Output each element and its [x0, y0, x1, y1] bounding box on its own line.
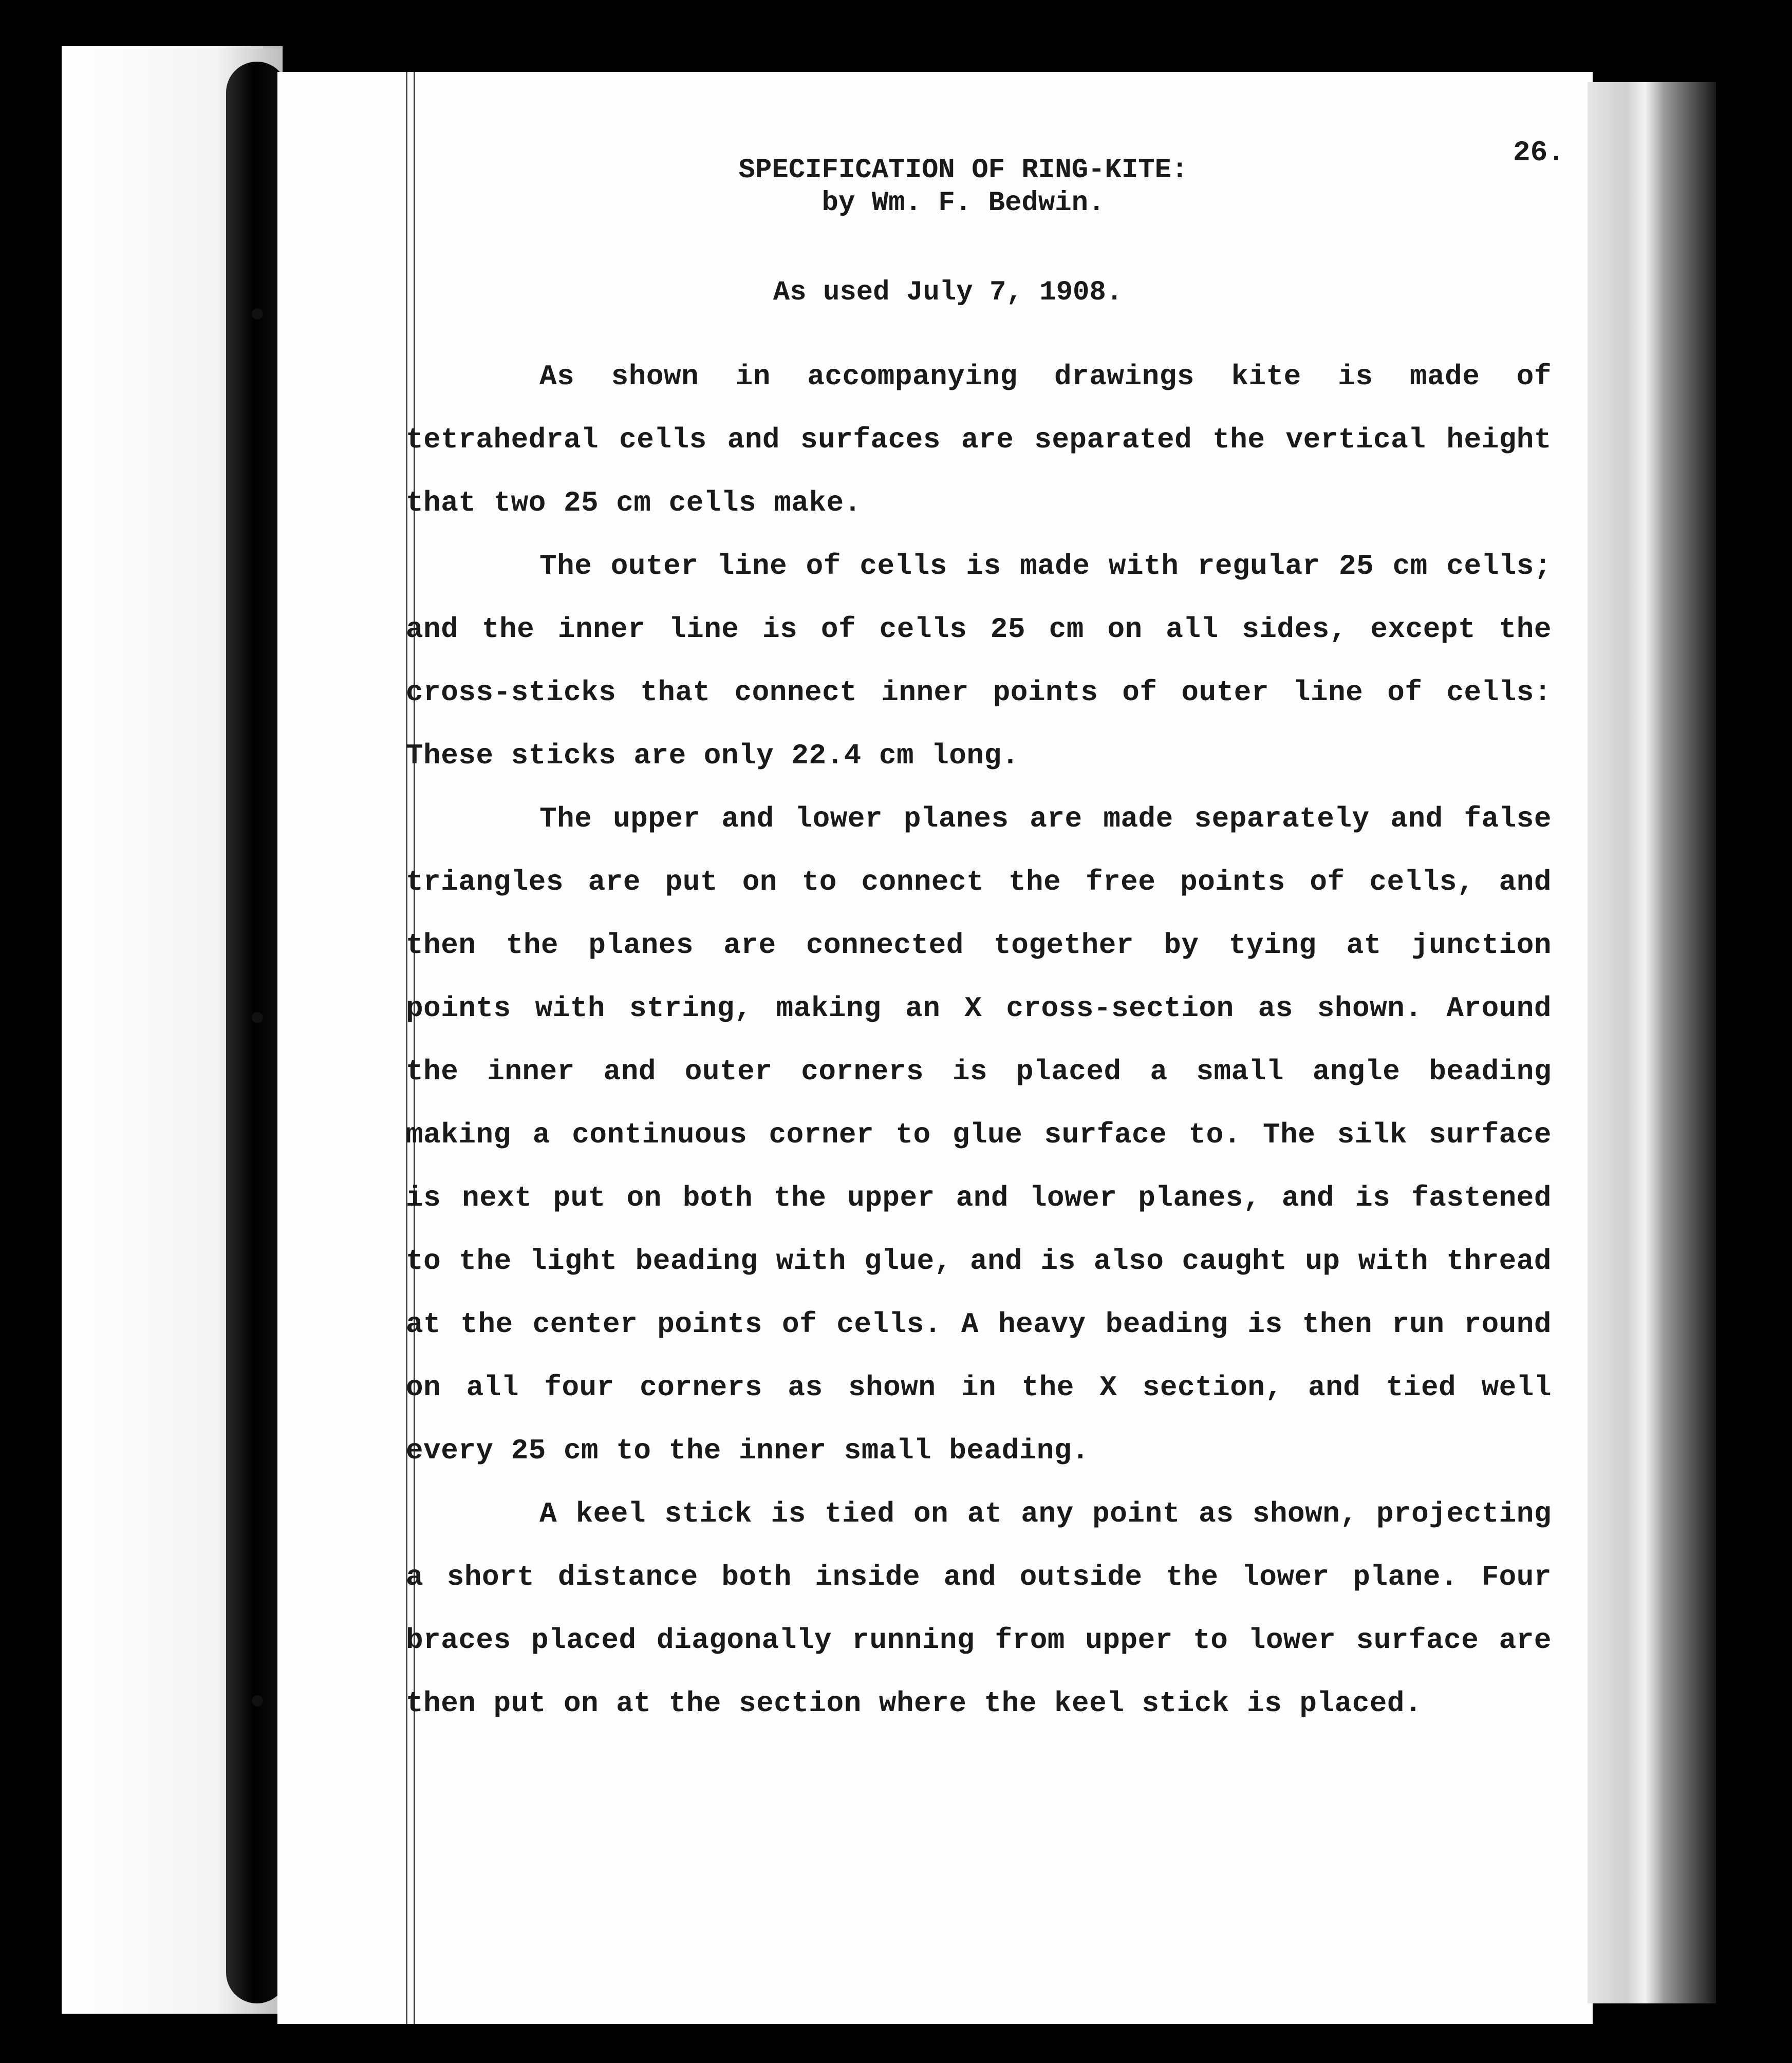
paragraph: The outer line of cells is made with regular 25 cm cells; and the inner line is of cells 25 cm on all sides, except the cross-sticks that connect inner points of outer line of cells: These sticks are only 22.4 cm long.	[406, 550, 1552, 772]
paragraph: A keel stick is tied on at any point as shown, projecting a short distance both inside and outside the lower plane. Four braces placed diagonally running from upper to lower surface are then put on at the section where the keel stick is placed.	[406, 1497, 1552, 1720]
page-number: 26.	[1513, 136, 1565, 169]
paragraph: The upper and lower planes are made separately and false triangles are put on to connect the free points of cells, and then the planes are connected together by tying at junction points with string, making an X cross-section as shown. Around the inner and outer corners is placed a small angle beading making a continuous corner to glue surface to. The silk surface is next put on both the upper and lower planes, and is fastened to the light beading with glue, and is also caught up with thread at the center points of cells. A heavy beading is then run round on all four corners as shown in the X section, and tied well every 25 cm to the inner small beading.	[406, 802, 1552, 1467]
binding-hole	[252, 308, 263, 320]
page-stack-edge	[1588, 82, 1716, 2003]
document-byline: by Wm. F. Bedwin.	[822, 187, 1105, 219]
binding-hole	[252, 1695, 263, 1706]
document-dateline: As used July 7, 1908.	[773, 277, 1123, 308]
document-title: SPECIFICATION OF RING-KITE:	[738, 155, 1188, 186]
paragraph: As shown in accompanying drawings kite is made of tetrahedral cells and surfaces are separated the vertical height that two 25 cm cells make.	[406, 360, 1552, 519]
binding-hole	[252, 1012, 263, 1023]
document-text	[406, 134, 1552, 1735]
